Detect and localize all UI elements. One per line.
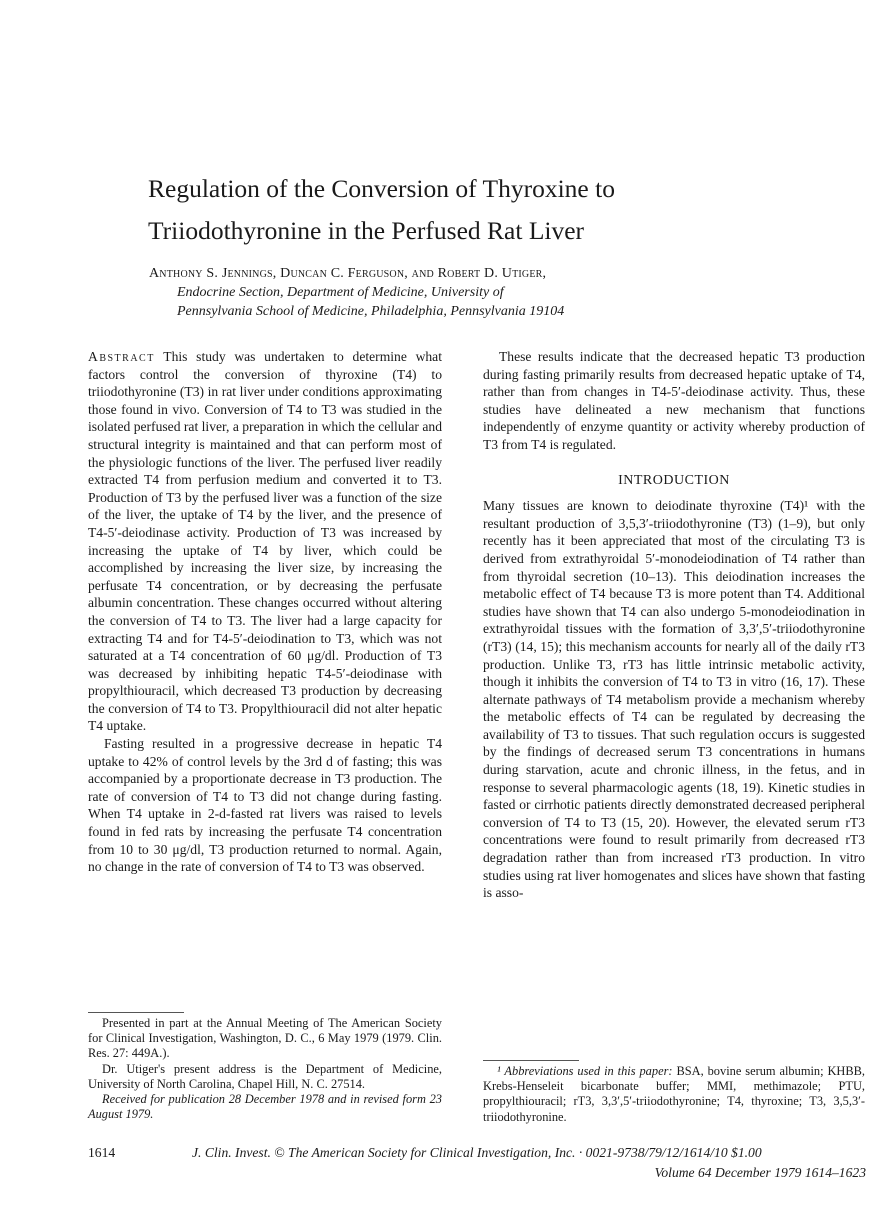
title-line-1: Regulation of the Conversion of Thyroxine to (148, 174, 615, 203)
affiliation-line-1: Endocrine Section, Department of Medicine, University of (177, 285, 504, 300)
author-names: Anthony S. Jennings, Duncan C. Ferguson, and Robert D. Utiger, (149, 266, 547, 281)
journal-citation: J. Clin. Invest. © The American Society for Clinical Investigation, Inc. · 0021-9738/79/12/1614/10 $1.00 (192, 1145, 762, 1160)
abstract-paragraph-3: These results indicate that the decreased hepatic T3 production during fasting primarily results from decreased hepatic uptake of T4, rather than from changes in T4-5′-deiodinase activity. Thus, these studies have delineated a new mechanism that functions independently of enzyme quantity or activity whereby production of T3 from T4 is regulated. (483, 349, 865, 452)
page-number: 1614 (88, 1145, 116, 1160)
volume-info: Volume 64 December 1979 1614–1623 (654, 1165, 866, 1180)
abbreviations-footnote (483, 1064, 865, 1125)
author-block (149, 264, 869, 321)
left-column (88, 348, 442, 876)
abstract-p1-text: This study was undertaken to determine what factors control the conversion of thyroxine (T4) to triiodothyronine (T3) in rat liver under conditions approximating those found in vivo. Conversion of T4 to T3 was studied in the isolated perfused rat liver, a preparation in which the cellular and structural integrity is maintained and that can perform most of the physiologic functions of the liver. The perfused liver readily extracted T4 from perfusion medium and converted it to T3. Production of T3 by the perfused liver was a function of the size of the liver, the uptake of T4 by the liver, and the presence of T4-5′-deiodinase activity. Production of T3 was increased by increasing the uptake of T4 by liver, which could be accomplished by increasing the liver size, by increasing the perfusate T4 concentration, or by decreasing the perfusate albumin concentration. These changes occurred without altering the conversion of T4 to T3. The liver had a large capacity for extracting T4 and for T4-5′-deiodination to T3, which was not saturated at a T4 concentration of 60 μg/dl. Production of T3 was decreased by inhibiting hepatic T4-5′-deiodinase with propylthiouracil, which decreased T3 production by decreasing the conversion of T4 to T3. Propylthiouracil did not alter hepatic T4 uptake. (88, 349, 442, 734)
affiliation-line-2: Pennsylvania School of Medicine, Philadelphia, Pennsylvania 19104 (177, 304, 565, 319)
title-line-2: Triiodothyronine in the Perfused Rat Liver (148, 216, 585, 245)
footnote-presented: Presented in part at the Annual Meeting of The American Society for Clinical Investigation, Washington, D. C., 6 May 1979 (1979. Clin. Res. 27: 449A.). (88, 1016, 442, 1061)
footnote-rule-right (483, 1060, 579, 1061)
article-title (148, 168, 848, 252)
abbreviations-body: BSA, bovine serum albumin; KHBB, Krebs-Henseleit bicarbonate buffer; MMI, methimazole; PTU, propylthiouracil; rT3, 3,3′,5′-triiodothyronine; T4, thyroxine; T3, 3,5,3′-triiodothyronine. (483, 1064, 865, 1124)
left-footnotes (88, 1016, 442, 1122)
introduction-heading: INTRODUCTION (618, 472, 730, 488)
abstract-paragraph-1 (88, 348, 442, 735)
footnote-rule-left (88, 1012, 184, 1013)
right-column (483, 348, 865, 902)
abbreviations-label: ¹ Abbreviations used in this paper: (497, 1064, 673, 1078)
abstract-label: Abstract (88, 349, 155, 364)
footnote-address: Dr. Utiger's present address is the Department of Medicine, University of North Carolina, Chapel Hill, N. C. 27514. (88, 1061, 442, 1091)
introduction-paragraph-1: Many tissues are known to deiodinate thyroxine (T4)¹ with the resultant production of 3,5,3′-triiodothyronine (T3) (1–9), but only recently has it been appreciated that most of the circulating T3 is derived from extrathyroidal 5′-monodeiodination of T4 rather than from thyroidal secretion (10–13). This deiodination increases the metabolic effect of T4 because T3 is more potent than T4. Additional studies have shown that T4 can also undergo 5-monodeiodination in extrathyroidal tissues with the formation of 3,3′,5′-triiodothyronine (rT3) (14, 15); this mechanism accounts for nearly all of the daily rT3 production. Unlike T3, rT3 has little intrinsic metabolic activity, though it inhibits the conversion of T4 to T3 in vitro (16, 17). These alternate pathways of T4 metabolism provide a mechanism whereby the metabolic effects of T4 can be regulated by decreasing the availability of T3 to tissues. That such regulation occurs is suggested by the findings of decreased serum T3 concentrations in humans during starvation, acute and chronic illness, in the fetus, and in response to several pharmacologic agents (18, 19). Kinetic studies in fasted or cirrhotic patients directly demonstrated decreased peripheral conversion of T4 to T3 (15, 20). However, the elevated serum rT3 concentrations were found to result primarily from decreased rT3 degradation rather than from increased rT3 production. In vitro studies using rat liver homogenates and slices have shown that fasting is asso- (483, 498, 865, 901)
abbreviations-text (483, 1064, 865, 1125)
abstract-paragraph-2: Fasting resulted in a progressive decrease in hepatic T4 uptake to 42% of control levels by the 3rd d of fasting; this was accompanied by a proportionate decrease in T3 production. The rate of conversion of T4 to T3 did not change during fasting. When T4 uptake in 2-d-fasted rat livers was raised to levels found in fed rats by increasing the perfusate T4 concentration from 10 to 30 μg/dl, T3 production returned to normal. Again, no change in the rate of conversion of T4 to T3 was observed. (88, 736, 442, 875)
footnote-received: Received for publication 28 December 1978 and in revised form 23 August 1979. (88, 1092, 442, 1122)
